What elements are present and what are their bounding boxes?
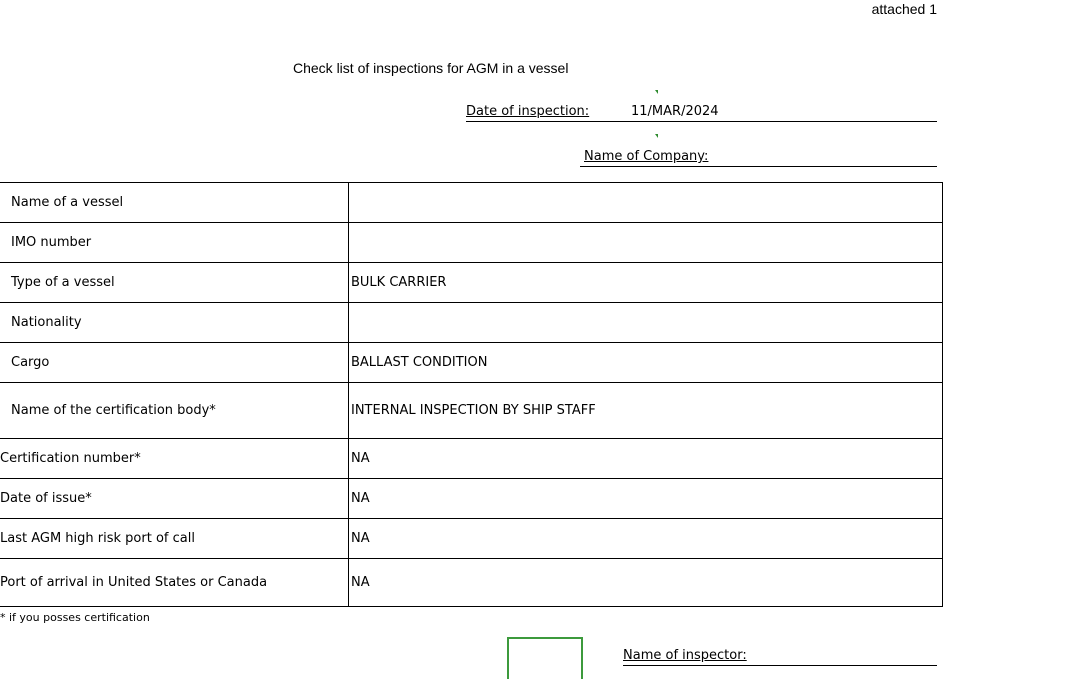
table-row (0, 439, 943, 479)
table-row (0, 383, 943, 439)
row-value[interactable] (349, 303, 943, 343)
row-label: Certification number* (0, 439, 349, 479)
table-row (0, 183, 943, 223)
row-label: Cargo (0, 343, 349, 383)
inspector-name-label: Name of inspector: (623, 648, 747, 663)
table-row (0, 263, 943, 303)
table-row (0, 559, 943, 607)
row-value[interactable]: INTERNAL INSPECTION BY SHIP STAFF (349, 383, 943, 439)
row-label: Name of the certification body* (0, 383, 349, 439)
page-title: Check list of inspections for AGM in a vessel (293, 60, 569, 76)
row-value[interactable]: NA (349, 439, 943, 479)
table-row (0, 223, 943, 263)
row-label: Nationality (0, 303, 349, 343)
date-of-inspection-value: 11/MAR/2024 (631, 104, 719, 119)
certification-footnote: * if you posses certification (0, 611, 150, 624)
company-name-field[interactable] (580, 148, 937, 167)
row-value[interactable] (349, 183, 943, 223)
table-row (0, 343, 943, 383)
cell-comment-marker (655, 90, 658, 94)
row-label: Name of a vessel (0, 183, 349, 223)
row-value[interactable]: NA (349, 479, 943, 519)
attachment-label: attached 1 (871, 1, 937, 17)
stamp-box (507, 637, 583, 679)
row-label: Last AGM high risk port of call (0, 519, 349, 559)
company-name-label: Name of Company: (584, 149, 709, 164)
date-of-inspection-field[interactable] (466, 103, 937, 122)
row-label: Date of issue* (0, 479, 349, 519)
inspection-checklist-table (0, 182, 943, 607)
date-of-inspection-label: Date of inspection: (466, 104, 590, 119)
cell-comment-marker (655, 134, 658, 138)
row-value[interactable]: NA (349, 519, 943, 559)
table-row (0, 519, 943, 559)
row-label: Port of arrival in United States or Canada (0, 559, 349, 607)
row-label: IMO number (0, 223, 349, 263)
table-row (0, 303, 943, 343)
row-value[interactable]: BALLAST CONDITION (349, 343, 943, 383)
table-row (0, 479, 943, 519)
row-value[interactable] (349, 223, 943, 263)
inspector-name-field[interactable] (623, 647, 937, 666)
row-value[interactable]: BULK CARRIER (349, 263, 943, 303)
row-label: Type of a vessel (0, 263, 349, 303)
row-value[interactable]: NA (349, 559, 943, 607)
